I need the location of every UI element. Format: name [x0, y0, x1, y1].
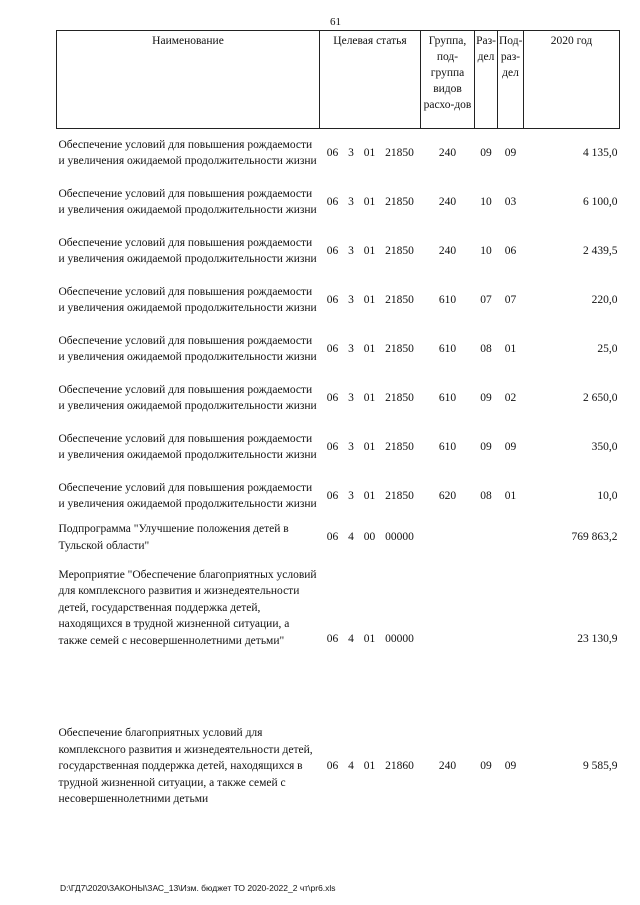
- row-target-article: 06 4 01 21860: [326, 760, 414, 773]
- row-name: Обеспечение условий для повышения рождаемости и увеличения ожидаемой продолжительности жизни: [58, 334, 317, 363]
- row-target-article: 06 3 01 21850: [326, 244, 414, 257]
- row-group: 610: [438, 293, 457, 306]
- table-row: [57, 374, 620, 423]
- row-group: 610: [438, 342, 457, 355]
- row-subsection: [498, 565, 524, 715]
- row-name: Мероприятие "Обеспечение благоприятных условий для комплексного развития и жизнедеятельности детей, государственная поддержка детей, находящихся в трудной жизненной ситуации, а также семей с несовершеннолетними детьми": [58, 568, 317, 647]
- row-subsection: 07: [504, 293, 517, 306]
- row-name: Обеспечение условий для повышения рождаемости и увеличения ожидаемой продолжительности жизни: [58, 285, 317, 314]
- row-amount: 350,0: [591, 440, 618, 453]
- spacer-row: [57, 555, 620, 565]
- row-subsection: 01: [504, 342, 517, 355]
- row-amount: 2 439,5: [583, 244, 618, 257]
- table-row: [57, 423, 620, 472]
- row-group: [421, 565, 475, 715]
- row-amount: 9 585,9: [583, 760, 618, 773]
- row-name: Обеспечение условий для повышения рождаемости и увеличения ожидаемой продолжительности жизни: [58, 236, 317, 265]
- header-subsection: Под-раз-дел: [498, 31, 524, 129]
- row-amount: 769 863,2: [571, 531, 618, 544]
- table-row: [57, 565, 620, 715]
- row-target-article: 06 3 01 21850: [326, 440, 414, 453]
- row-amount: 220,0: [591, 293, 618, 306]
- row-section: 09: [480, 391, 492, 404]
- row-target-article: 06 3 01 21850: [326, 391, 414, 404]
- row-group: 610: [438, 391, 457, 404]
- row-name: Подпрограмма "Улучшение положения детей в Тульской области": [58, 523, 289, 552]
- table-row: [57, 521, 620, 555]
- header-target-article: Целевая статья: [320, 31, 421, 129]
- row-section: 10: [480, 244, 492, 257]
- row-name: Обеспечение благоприятных условий для комплексного развития и жизнедеятельности детей, государственная поддержка детей, находящихся в трудной жизненной ситуации, а также семей с несовершеннолетними детьми: [58, 727, 313, 806]
- row-subsection: [498, 521, 524, 555]
- row-subsection: 01: [504, 489, 517, 502]
- row-section: 10: [480, 195, 492, 208]
- row-target-article: 06 3 01 21850: [326, 342, 414, 355]
- row-amount: 4 135,0: [583, 147, 618, 159]
- row-target-article: 06 3 01 21850: [326, 147, 414, 159]
- file-path-footer: D:\ГД7\2020\ЗАКОНЫ\ЗАС_13\Изм. бюджет ТО 2020-2022_2 чт\pr6.xls: [60, 883, 336, 893]
- row-section: [475, 565, 498, 715]
- table-row: [57, 472, 620, 521]
- row-section: [475, 521, 498, 555]
- header-name: Наименование: [57, 31, 320, 129]
- row-subsection: 09: [504, 440, 517, 453]
- row-target-article: 06 3 01 21850: [326, 293, 414, 306]
- row-amount: 2 650,0: [583, 391, 618, 404]
- row-subsection: 06: [504, 244, 517, 257]
- row-name: Обеспечение условий для повышения рождаемости и увеличения ожидаемой продолжительности жизни: [58, 432, 317, 461]
- row-group: 240: [438, 244, 457, 257]
- row-group: 610: [438, 440, 457, 453]
- table-row: [57, 227, 620, 276]
- row-subsection: 03: [504, 195, 517, 208]
- header-year: 2020 год: [524, 31, 620, 129]
- row-amount: 6 100,0: [583, 195, 618, 208]
- table-row: [57, 276, 620, 325]
- table-row: [57, 715, 620, 819]
- row-amount: 23 130,9: [577, 633, 618, 646]
- row-name: Обеспечение условий для повышения рождаемости и увеличения ожидаемой продолжительности жизни: [58, 383, 317, 412]
- row-section: 08: [480, 489, 492, 502]
- budget-table: [56, 30, 620, 819]
- row-target-article: 06 4 00 00000: [326, 531, 414, 544]
- row-name: Обеспечение условий для повышения рождаемости и увеличения ожидаемой продолжительности жизни: [58, 138, 317, 168]
- table-header-row: [57, 31, 620, 129]
- table-row: [57, 129, 620, 178]
- row-target-article: 06 4 01 00000: [326, 633, 414, 646]
- row-group: 240: [438, 760, 457, 773]
- row-section: 08: [480, 342, 492, 355]
- row-section: 09: [480, 760, 492, 773]
- row-group: [421, 521, 475, 555]
- row-subsection: 09: [504, 760, 517, 773]
- row-subsection: 09: [504, 147, 517, 159]
- row-amount: 25,0: [597, 342, 618, 355]
- row-group: 240: [438, 147, 457, 159]
- header-section: Раз-дел: [475, 31, 498, 129]
- row-section: 09: [480, 440, 492, 453]
- row-section: 09: [480, 147, 492, 159]
- page-number: 61: [330, 16, 341, 28]
- row-subsection: 02: [504, 391, 517, 404]
- table-row: [57, 178, 620, 227]
- row-name: Обеспечение условий для повышения рождаемости и увеличения ожидаемой продолжительности жизни: [58, 187, 317, 216]
- row-section: 07: [480, 293, 492, 306]
- row-name: Обеспечение условий для повышения рождаемости и увеличения ожидаемой продолжительности жизни: [58, 481, 317, 510]
- row-group: 620: [438, 489, 457, 502]
- row-amount: 10,0: [597, 489, 618, 502]
- header-group: Группа, под-группа видов расхо-дов: [421, 31, 475, 129]
- row-target-article: 06 3 01 21850: [326, 489, 414, 502]
- table-row: [57, 325, 620, 374]
- row-target-article: 06 3 01 21850: [326, 195, 414, 208]
- row-group: 240: [438, 195, 457, 208]
